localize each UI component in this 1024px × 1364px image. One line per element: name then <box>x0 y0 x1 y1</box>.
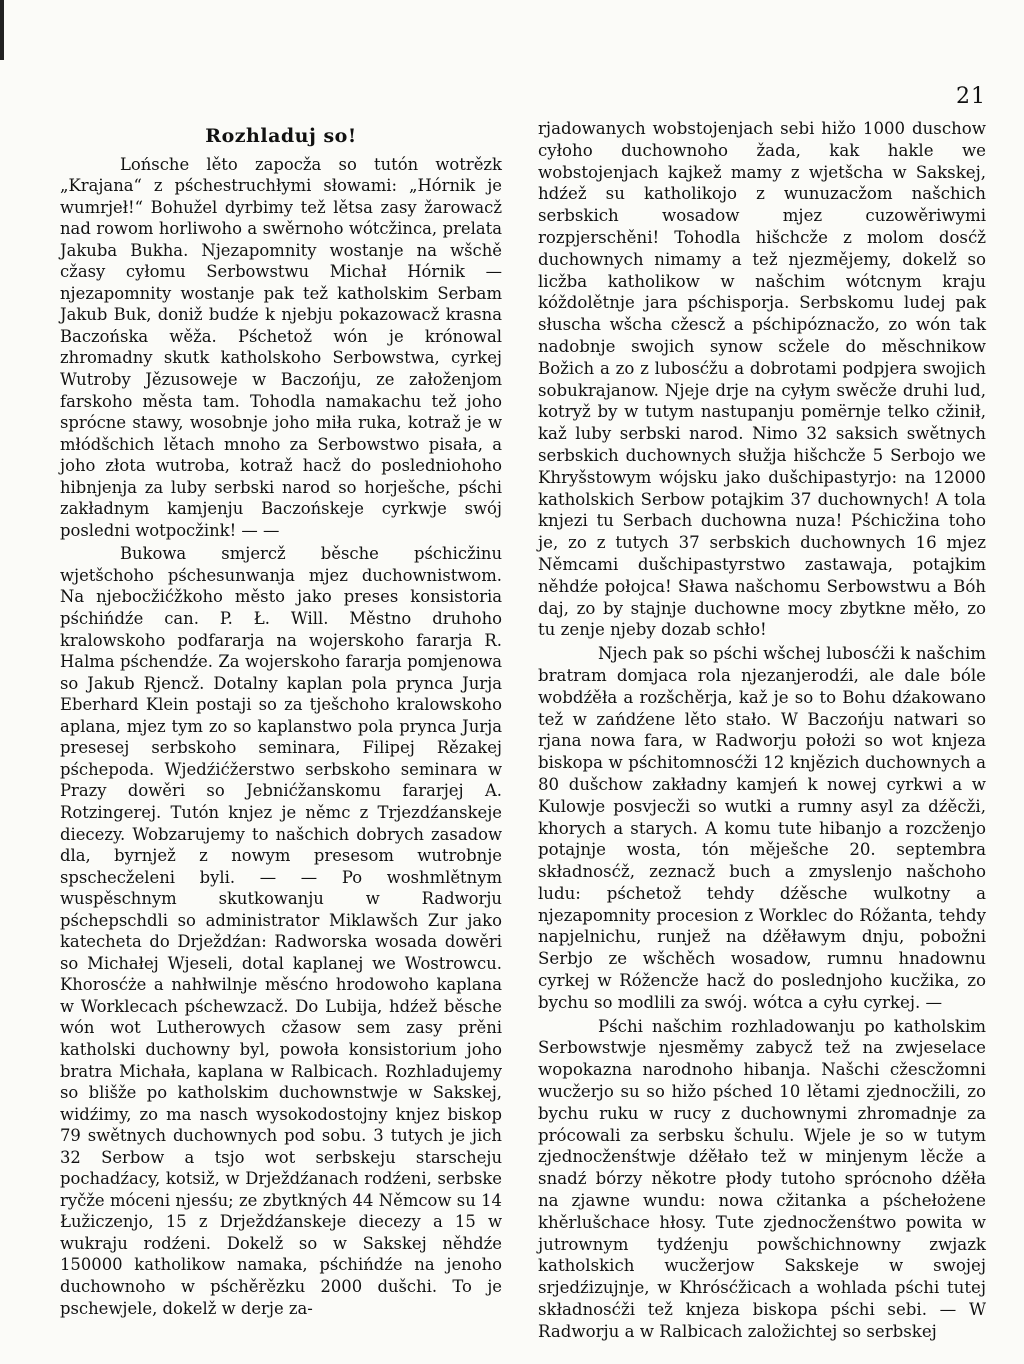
page-number: 21 <box>956 84 986 109</box>
left-column <box>60 118 502 1319</box>
section-title: Rozhladuj so! <box>205 125 357 147</box>
scan-edge-artifact <box>0 0 4 60</box>
paragraph: Bukowa smjercž běsche pśchicžinu wjetšchoho pśchesunwanja mjez duchownistwom. Na njebocžićžkoho město jako preses konsistoria pśchińdźe can. P. Ł. Will. Městno druhoho kralowskoho podfararja na wojerskoho fararja R. Halma pśchendźe. Za wojerskoho fararja pomjenowa so Jakub Rjencž. Dotalny kaplan pola prynca Jurja Eberhard Klein postaji so za tješchoho kralowskoho aplana, mjez tym zo so kaplanstwo pola prynca Jurja presesej serbskoho seminara, Filipej Rězakej pśchepoda. Wjedźićžerstwo serbskoho seminara w Prazy dowěri so Jebnićžanskomu fararjej A. Rotzingerej. Tutón knjez je němc z Trjezdźanskeje diecezy. Wobzarujemy to našchich dobrych zasadow dla, byrnjež z nowym presesom wutrobnje spschecželeni byli. — — Po woshmlětnym wuspěschnym skutkowanju w Radworju pśchepschdli so administrator Miklawšch Zur jako katecheta do Drježdźan: Radworska wosada dowěri so Michałej Wjeseli, dotal kaplanej we Wostrowcu. Khorosćże a nahłwilnje měsćno hrodowoho kaplana w Worklecach pśchewzacž. Do Lubija, hdźež běsche wón wot Lutherowych cžasow sem zasy prěni katholski duchowny byl, powoła konsistorium joho bratra Michała, kaplana w Ralbicach. Rozhladujemy so blišže po katholskim duchownstwje w Sakskej, widźimy, zo ma nasch wysokodostojny knjez biskop 79 swětnych duchownych pod sobu. 3 tutych je jich 32 Serbow a tsjo wot serbskeju starscheju pochadźacy, kotsiž, w Drježdźanach rodźeni, serbske ryčže móceni njesśu; ze zbytkných 44 Němcow su 14 Łužiczenjo, 15 z Drježdźanskeje diecezy a 15 w wukraju rodźeni. Dokelž so w Sakskej něhdźe 150000 katholikow namaka, pśchińdźe na jenoho duchownoho w pśchěrězku 2000 dušchi. To je pschewjele, dokelž w derje za- <box>60 544 502 1318</box>
paragraph: rjadowanych wobstojenjach sebi hižo 1000 duschow cyłoho duchownoho žada, kak hakle we wobstojenjach kajkež mamy z wjetšcha w Sakskej, hdźež su katholikojo z wunuzacžom našchich serbskich wosadow mjez cuzowěriwymi rozpjerschěni! Tohodla hišchcže z molom dosćž duchownych nimamy a tež njezmějemy, dokelž so licžba katholikow w našchim wótcnym kraju kóždolětnje jara pśchisporja. Serbskomu ludej pak słuscha wšcha cžescž a pśchipóznacžo, zo wón tak nadobnje swojich synow scžele do měschnikow Božich a zo z lubosćžu a dobrotami podpjera swojich sobukrajanow. Njeje drje na cyłym swěcže druhi lud, kotryž by w tutym nastupanju pomërnje telko cžinił, kaž luby serbski narod. Nimo 32 saksich swětnych serbskich duchownych słužja hišchcže 5 Serbojo we Khryšstowym wójsku jako dušchipastyrjo: na 12000 katholskich Serbow potajkim 37 duchownych! A tola knjezi tu Serbach duchowna nuza! Pśchicžina toho je, zo z tutych 37 serbskich duchownych 16 mjez Němcami dušchipastyrstwo zastawaja, potajkim něhdźe połojca! Sława našchomu Serbowstwu a Bóh daj, zo by stajnje duchowne mocy zbytkne měło, zo tu zenje njeby dozab schło! <box>538 119 986 640</box>
paragraph: Lońsche lěto zapocža so tutón wotrězk „Krajana“ z pśchestruchłymi słowami: „Hórnik je wumrjeł!“ Bohužel dyrbimy tež lětsa zasy žarowacž nad rowom horliwoho a swěrnoho wótcžinca, prelata Jakuba Bukha. Njezapomnity wostanje na wšchě cžasy cyłomu Serbowstwu Michał Hórnik — njezapomnity wostanje pak tež katholskim Serbam Jakub Buk, doniž budźe k njebju pokazowacž krasna Baczońska wěža. Pśchetož wón je krónowal zhromadny skutk katholskoho Serbowstwa, cyrkej Wutroby Jězusoweje w Baczońju, ze załoženjom farskoho města tam. Tohodla namakachu tež joho sprócne stawy, wosobnje joho miła ruka, kotraž je w młódšchich lětach mnoho za Serbowstwo pisała, a joho złota wutroba, kotraž hacž do posledniohoho hibnjenja za luby serbski narod so horješche, pśchi zakładnym kamjenju Baczońskeje cyrkwje swój posledni wotpocžink! — — <box>60 154 502 540</box>
paragraph: Njech pak so pśchi wšchej lubosćži k našchim bratram domjaca rola njezanjerodźi, ale dale bóle wobdźěła a rozšchěrja, kaž je so to Bohu dźakowano tež w zańdźene lěto stało. W Baczońju natwari so rjana nowa fara, w Radworju położi so wot knjeza biskopa w pśchitomnosćži 12 knjězich duchownych a 80 dušchow zakładny kamjeń k nowej cyrkwi a w Kulowje posvjecži so wutki a rumny asyl za dźěcži, khorych a starych. A komu tute hibanjo a rozcženjo potajnje wosta, tón měješche 20. septembra składnosćž, zeznacž buch a zmyslenjo našchoho ludu: pśchetož tehdy dźěsche wulkotny a njezapomnity procesion z Worklec do Róžanta, tehdy napjelnichu, runjež na dźěławym dnju, pobožni Serbjo ze wšchěch wosadow, rumnu hnadownu cyrkej w Róžencže hacž do poslednjoho kucžika, zo bychu so modlili za swój. wótca a cyłu cyrkej. — <box>538 644 986 1012</box>
right-column <box>538 118 986 1343</box>
paragraph: Pśchi našchim rozhladowanju po katholskim Serbowstwje njesměmy zabycž tež na zwjeselace wopokazna narodnoho hibanja. Našchi cžescžomni wucžerjo su so hižo pśched 10 lětami zjednocžili, zo bychu ruku w rucy z duchownymi zhromadnje za prócowali za serbsku šchulu. Wjele je so w tutym zjednocženśtwje dźěłało tež w minjenym lěcže a snadź bórzy někotre płody tutoho sprócnoho dźěła na zjawne wundu: nowa cžitanka a pśchełożene khěrlušchace hłosy. Tute zjednocženśtwo powita w jutrownym tydźenju powšchichnowny zwjazk katholskich wucžerjow Sakskeje w swojej srjedźizujnje, w Khrósćžicach a wohlada pśchi tutej składnosćži tež knjeza biskopa pśchi sebi. — W Radworju a w Ralbicach založichtej so serbskej <box>538 1016 986 1341</box>
